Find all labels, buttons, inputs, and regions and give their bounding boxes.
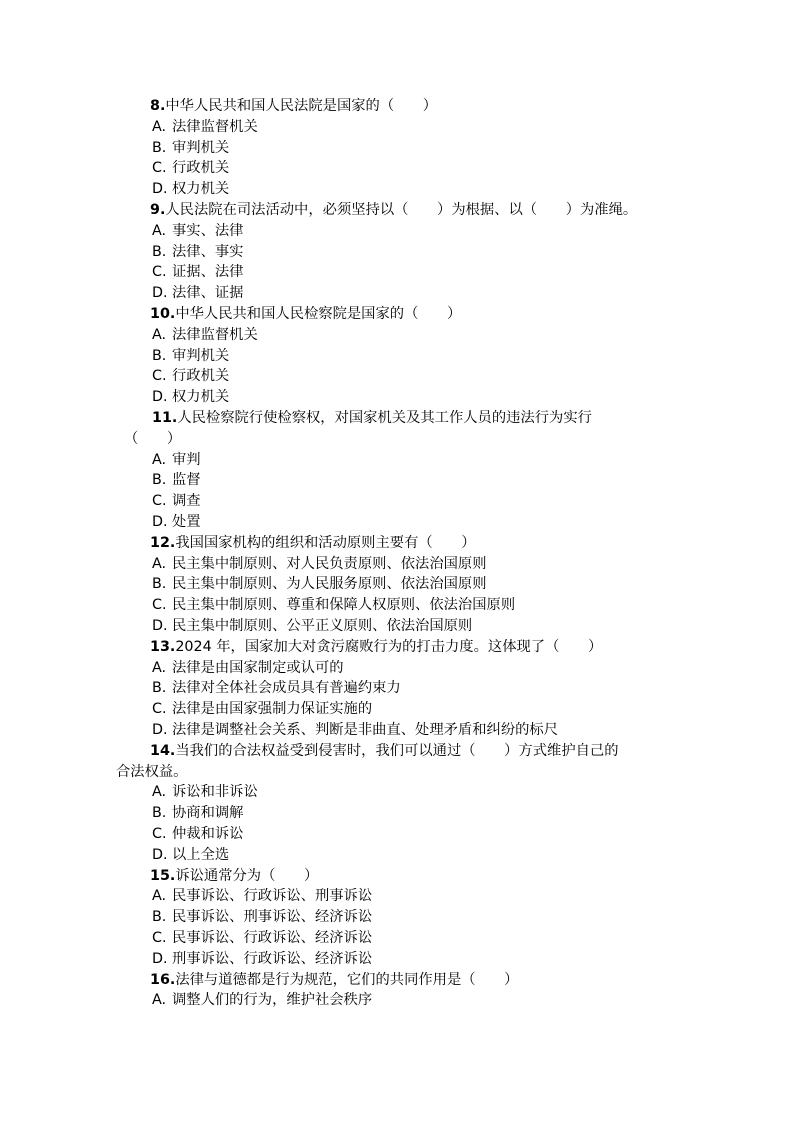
question-14-option-a — [0, 782, 258, 803]
option-letter: A. — [152, 992, 167, 1009]
option-letter: A. — [152, 555, 167, 572]
option-text: 法律对全体社会成员具有普遍约束力 — [172, 680, 401, 697]
option-letter: A. — [152, 222, 167, 239]
question-number: 14. — [150, 742, 176, 759]
question-13-stem — [0, 637, 602, 658]
question-10-option-a — [0, 325, 258, 346]
question-text: 人民法院在司法活动中，必须坚持以（ ）为根据、以（ ）为准绳。 — [165, 202, 638, 218]
question-14-option-c — [0, 824, 243, 845]
question-number: 12. — [150, 534, 176, 551]
option-text: 法律是调整社会关系、判断是非曲直、处理矛盾和纠纷的标尺 — [172, 722, 559, 738]
option-text: 仲裁和诉讼 — [172, 826, 244, 842]
question-number: 9. — [150, 202, 166, 218]
question-14-option-b — [0, 803, 243, 824]
option-text: 刑事诉讼、行政诉讼、经济诉讼 — [172, 950, 373, 967]
option-letter: B. — [152, 680, 167, 697]
question-text: 人民检察院行使检察权，对国家机关及其工作人员的违法行为实行 — [177, 410, 592, 426]
option-text: 审判机关 — [172, 347, 230, 364]
option-letter: D. — [152, 514, 168, 530]
option-text: 民主集中制原则、公平正义原则、依法治国原则 — [172, 618, 473, 634]
option-text: 以上全选 — [172, 846, 230, 863]
option-letter: C. — [152, 826, 167, 842]
option-letter: B. — [152, 472, 167, 489]
question-13-option-d — [0, 720, 558, 741]
question-11-option-b — [0, 470, 201, 491]
option-letter: C. — [152, 160, 167, 177]
question-number: 10. — [150, 306, 176, 322]
option-letter: C. — [152, 701, 167, 718]
option-letter: C. — [152, 930, 167, 946]
option-text: 法律是由国家强制力保证实施的 — [172, 701, 373, 718]
option-text: 民主集中制原则、对人民负责原则、依法治国原则 — [172, 555, 487, 572]
option-letter: B. — [152, 805, 167, 822]
option-text: 法律是由国家制定或认可的 — [172, 659, 344, 676]
option-letter: D. — [152, 618, 168, 634]
question-text: 法律与道德都是行为规范，它们的共同作用是（ ） — [175, 971, 519, 988]
question-9-option-b — [0, 242, 243, 263]
question-14-stem — [0, 741, 619, 762]
question-13-option-c — [0, 699, 372, 720]
option-letter: C. — [152, 368, 167, 385]
question-10-option-b — [0, 346, 229, 367]
option-letter: D. — [152, 846, 168, 863]
option-text: 监督 — [172, 472, 201, 489]
option-letter: B. — [152, 243, 167, 260]
question-15-option-c — [0, 928, 372, 949]
option-letter: B. — [152, 347, 167, 364]
option-text: 行政机关 — [172, 160, 230, 177]
option-letter: B. — [152, 139, 167, 156]
question-11-option-d — [0, 512, 201, 533]
question-9-stem — [0, 200, 637, 221]
question-number: 8. — [150, 98, 166, 114]
question-number: 15. — [150, 867, 176, 884]
option-text: 事实、法律 — [172, 222, 244, 239]
option-text: 法律监督机关 — [172, 118, 258, 135]
option-text: 调查 — [172, 493, 201, 510]
question-15-option-a — [0, 886, 372, 907]
question-text: 当我们的合法权益受到侵害时，我们可以通过（ ）方式维护自己的 — [175, 742, 619, 759]
question-text: 我国国家机构的组织和活动原则主要有（ ） — [175, 534, 476, 551]
option-letter: B. — [152, 576, 167, 593]
question-9-option-d — [0, 283, 243, 304]
option-letter: C. — [152, 493, 167, 510]
option-text: 调整人们的行为，维护社会秩序 — [172, 992, 373, 1009]
question-12-option-a — [0, 554, 487, 575]
option-letter: D. — [152, 181, 168, 198]
option-letter: A. — [152, 659, 167, 676]
question-8-option-d — [0, 179, 229, 200]
question-10-stem — [0, 304, 461, 325]
option-text: 权力机关 — [172, 181, 230, 198]
question-11-stem-continued — [0, 429, 181, 450]
option-text: 民事诉讼、刑事诉讼、经济诉讼 — [172, 909, 373, 926]
option-text: 协商和调解 — [172, 805, 244, 822]
option-text: 民事诉讼、行政诉讼、经济诉讼 — [172, 930, 373, 946]
option-text: 权力机关 — [172, 389, 230, 406]
question-12-option-d — [0, 616, 472, 637]
question-12-option-b — [0, 574, 487, 595]
option-text: 法律监督机关 — [172, 326, 258, 343]
option-letter: C. — [152, 264, 167, 281]
question-12-stem — [0, 533, 476, 554]
question-15-option-d — [0, 949, 372, 970]
question-16-stem — [0, 970, 518, 991]
question-8-stem — [0, 96, 437, 117]
option-text: 证据、法律 — [172, 264, 244, 281]
option-letter: D. — [152, 389, 168, 406]
question-11-option-a — [0, 450, 201, 471]
question-8-option-b — [0, 138, 229, 159]
option-text: 处置 — [172, 514, 201, 530]
question-16-option-a — [0, 990, 372, 1011]
question-number: 11. — [152, 410, 178, 426]
question-8-option-c — [0, 158, 229, 179]
question-text: 2024 年，国家加大对贪污腐败行为的打击力度。这体现了（ ） — [175, 638, 603, 655]
question-14-stem-continued — [0, 762, 187, 783]
question-text: 中华人民共和国人民法院是国家的（ ） — [165, 98, 438, 114]
option-letter: A. — [152, 118, 167, 135]
question-10-option-c — [0, 366, 229, 387]
option-text: 行政机关 — [172, 368, 230, 385]
question-text: 中华人民共和国人民检察院是国家的（ ） — [175, 306, 462, 322]
option-letter: D. — [152, 950, 168, 967]
question-13-option-b — [0, 678, 401, 699]
question-9-option-a — [0, 221, 243, 242]
option-text: 民事诉讼、行政诉讼、刑事诉讼 — [172, 888, 373, 905]
option-letter: D. — [152, 722, 168, 738]
option-letter: A. — [152, 451, 167, 468]
option-text: 民主集中制原则、尊重和保障人权原则、依法治国原则 — [172, 597, 516, 614]
question-text-continued: 合法权益。 — [116, 763, 188, 780]
question-11-stem — [0, 408, 592, 429]
option-text: 诉讼和非诉讼 — [172, 784, 258, 801]
question-10-option-d — [0, 387, 229, 408]
option-letter: A. — [152, 784, 167, 801]
option-text: 法律、事实 — [172, 243, 244, 260]
question-text: 诉讼通常分为（ ） — [175, 867, 319, 884]
option-text: 审判机关 — [172, 139, 230, 156]
question-15-stem — [0, 866, 318, 887]
option-letter: D. — [152, 285, 168, 302]
option-letter: B. — [152, 909, 167, 926]
question-8-option-a — [0, 117, 258, 138]
question-14-option-d — [0, 845, 229, 866]
question-number: 16. — [150, 971, 176, 988]
option-text: 审判 — [172, 451, 201, 468]
option-letter: A. — [152, 326, 167, 343]
question-12-option-c — [0, 595, 515, 616]
option-letter: C. — [152, 597, 167, 614]
question-9-option-c — [0, 262, 243, 283]
question-15-option-b — [0, 907, 372, 928]
question-number: 13. — [150, 638, 176, 655]
question-text-continued: （ ） — [124, 430, 182, 447]
option-letter: A. — [152, 888, 167, 905]
option-text: 民主集中制原则、为人民服务原则、依法治国原则 — [172, 576, 487, 593]
question-11-option-c — [0, 491, 201, 512]
option-text: 法律、证据 — [172, 285, 244, 302]
question-13-option-a — [0, 658, 344, 679]
